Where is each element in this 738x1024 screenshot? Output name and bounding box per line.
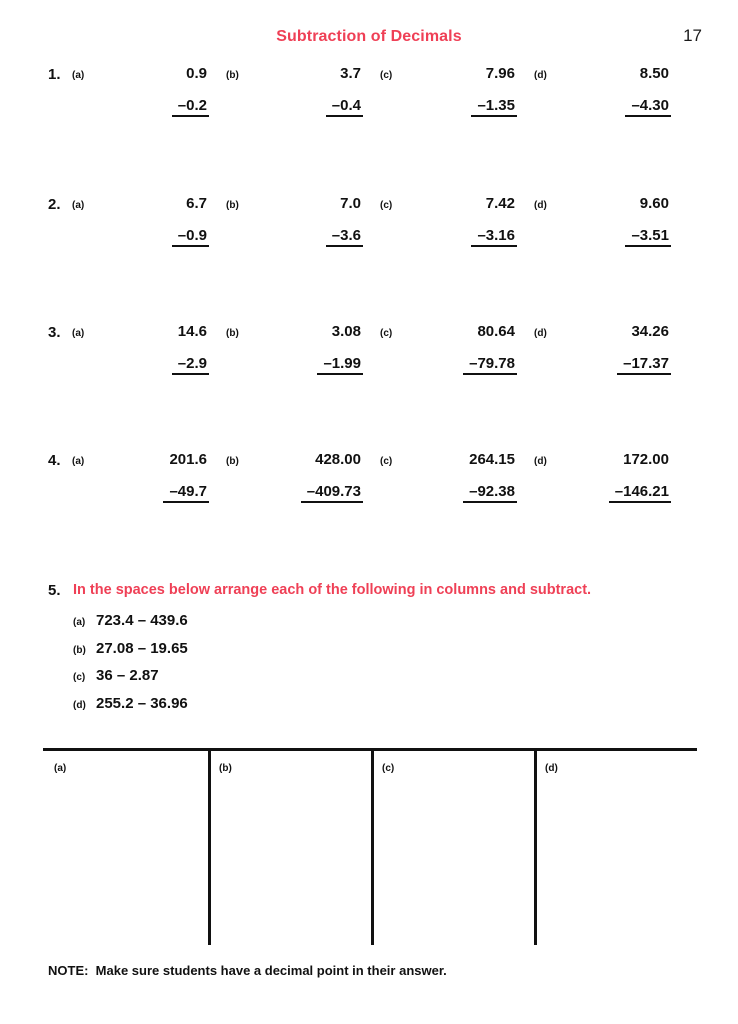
- subtraction-stack: [471, 196, 517, 247]
- list-item-expression: 36 – 2.87: [96, 667, 159, 684]
- subtrahend-value: –79.78: [463, 356, 517, 375]
- answer-cell-letter: (a): [54, 763, 67, 774]
- problem-column: [226, 324, 381, 394]
- page-title: Subtraction of Decimals: [276, 28, 462, 45]
- column-letter: (c): [380, 456, 393, 467]
- note-text: Make sure students have a decimal point in their answer.: [88, 963, 447, 978]
- answer-cell-letter: (b): [219, 763, 232, 774]
- question-5-list: [0, 612, 738, 722]
- list-item-letter: (d): [73, 699, 86, 711]
- problem-column: [226, 66, 381, 136]
- list-item-expression: 27.08 – 19.65: [96, 639, 188, 657]
- minuend-value: 6.7: [186, 195, 207, 212]
- teacher-note: [48, 963, 447, 978]
- subtrahend-value: –0.9: [172, 228, 209, 247]
- minuend-value: 9.60: [639, 195, 669, 212]
- subtrahend-value: –3.6: [326, 228, 363, 247]
- subtraction-stack: [463, 452, 517, 503]
- column-letter: (a): [72, 200, 85, 211]
- subtraction-stack: [625, 66, 671, 117]
- problem-column: [72, 196, 227, 266]
- minuend-value: 7.0: [340, 195, 361, 212]
- list-item-expression: 723.4 – 439.6: [96, 612, 188, 629]
- subtraction-stack: [463, 324, 517, 375]
- column-letter: (c): [380, 70, 393, 81]
- problem-number: 3.: [48, 324, 61, 341]
- column-letter: (d): [534, 70, 547, 81]
- subtrahend-value: –2.9: [172, 356, 209, 375]
- problem-row: [0, 452, 738, 522]
- column-letter: (a): [72, 70, 85, 81]
- subtrahend-value: –3.16: [471, 228, 517, 247]
- minuend-value: 14.6: [177, 323, 207, 340]
- minuend-value: 264.15: [469, 451, 515, 468]
- minuend-value: 0.9: [186, 65, 207, 82]
- problem-row: [0, 196, 738, 266]
- subtraction-stack: [617, 324, 671, 375]
- minuend-value: 7.42: [485, 195, 515, 212]
- subtraction-stack: [172, 324, 209, 375]
- column-letter: (a): [72, 456, 85, 467]
- question-5-instruction: In the spaces below arrange each of the following in columns and subtract.: [73, 582, 592, 598]
- column-letter: (c): [380, 200, 393, 211]
- subtraction-stack: [172, 66, 209, 117]
- problem-row: [0, 66, 738, 136]
- minuend-value: 201.6: [169, 451, 207, 468]
- list-item-letter: (a): [73, 617, 86, 628]
- problem-row: [0, 324, 738, 394]
- list-item: [0, 695, 738, 723]
- subtrahend-value: –1.99: [317, 356, 363, 375]
- column-letter: (a): [72, 328, 85, 339]
- list-item-expression: 255.2 – 36.96: [96, 694, 188, 712]
- subtrahend-value: –0.4: [326, 98, 363, 117]
- minuend-value: 80.64: [477, 323, 515, 340]
- column-letter: (d): [534, 328, 547, 339]
- column-letter: (b): [226, 200, 239, 211]
- problem-column: [72, 452, 227, 522]
- column-letter: (d): [534, 456, 547, 467]
- list-item-letter: (c): [73, 672, 86, 683]
- column-letter: (d): [534, 200, 547, 211]
- question-5-number: 5.: [48, 582, 61, 599]
- minuend-value: 172.00: [623, 451, 669, 468]
- column-letter: (b): [226, 456, 239, 467]
- subtrahend-value: –146.21: [609, 484, 671, 503]
- subtrahend-value: –0.2: [172, 98, 209, 117]
- subtrahend-value: –409.73: [301, 484, 363, 503]
- subtraction-stack: [326, 66, 363, 117]
- problem-column: [534, 324, 689, 394]
- problem-number: 4.: [48, 452, 61, 469]
- subtrahend-value: –49.7: [163, 484, 209, 503]
- note-label: NOTE:: [48, 963, 89, 978]
- list-item-letter: (b): [73, 644, 86, 656]
- problem-column: [72, 66, 227, 136]
- subtraction-stack: [471, 66, 517, 117]
- column-letter: (c): [380, 328, 393, 339]
- subtrahend-value: –1.35: [471, 98, 517, 117]
- problem-number: 1.: [48, 66, 61, 83]
- problem-column: [226, 452, 381, 522]
- subtrahend-value: –92.38: [463, 484, 517, 503]
- subtraction-stack: [326, 196, 363, 247]
- problem-column: [380, 452, 535, 522]
- minuend-value: 3.08: [331, 323, 361, 340]
- subtrahend-value: –4.30: [625, 98, 671, 117]
- minuend-value: 8.50: [639, 65, 669, 82]
- question-5: [0, 582, 738, 712]
- problem-column: [72, 324, 227, 394]
- subtrahend-value: –17.37: [617, 356, 671, 375]
- problem-column: [380, 66, 535, 136]
- subtrahend-value: –3.51: [625, 228, 671, 247]
- list-item: [0, 667, 738, 695]
- answer-cell-d[interactable]: [534, 751, 697, 945]
- answer-cell-letter: (d): [545, 763, 558, 774]
- subtraction-stack: [609, 452, 671, 503]
- problem-column: [534, 196, 689, 266]
- subtraction-stack: [625, 196, 671, 247]
- problem-column: [380, 324, 535, 394]
- minuend-value: 428.00: [315, 451, 361, 468]
- problem-column: [380, 196, 535, 266]
- subtraction-stack: [301, 452, 363, 503]
- problem-number: 2.: [48, 196, 61, 213]
- answer-work-area: [43, 748, 697, 945]
- minuend-value: 3.7: [340, 65, 361, 82]
- column-letter: (b): [226, 70, 239, 81]
- answer-cell-letter: (c): [382, 763, 395, 774]
- answer-cell-c[interactable]: [371, 751, 534, 945]
- list-item: [0, 612, 738, 640]
- list-item: [0, 640, 738, 668]
- answer-cell-b[interactable]: [208, 751, 371, 945]
- subtraction-stack: [172, 196, 209, 247]
- answer-cell-a[interactable]: [43, 751, 208, 945]
- minuend-value: 34.26: [631, 323, 669, 340]
- question-5-header: [0, 582, 738, 606]
- minuend-value: 7.96: [485, 65, 515, 82]
- problem-column: [534, 452, 689, 522]
- subtraction-stack: [163, 452, 209, 503]
- problem-column: [534, 66, 689, 136]
- column-letter: (b): [226, 328, 239, 339]
- subtraction-stack: [317, 324, 363, 375]
- problem-column: [226, 196, 381, 266]
- page-number: 17: [683, 26, 702, 45]
